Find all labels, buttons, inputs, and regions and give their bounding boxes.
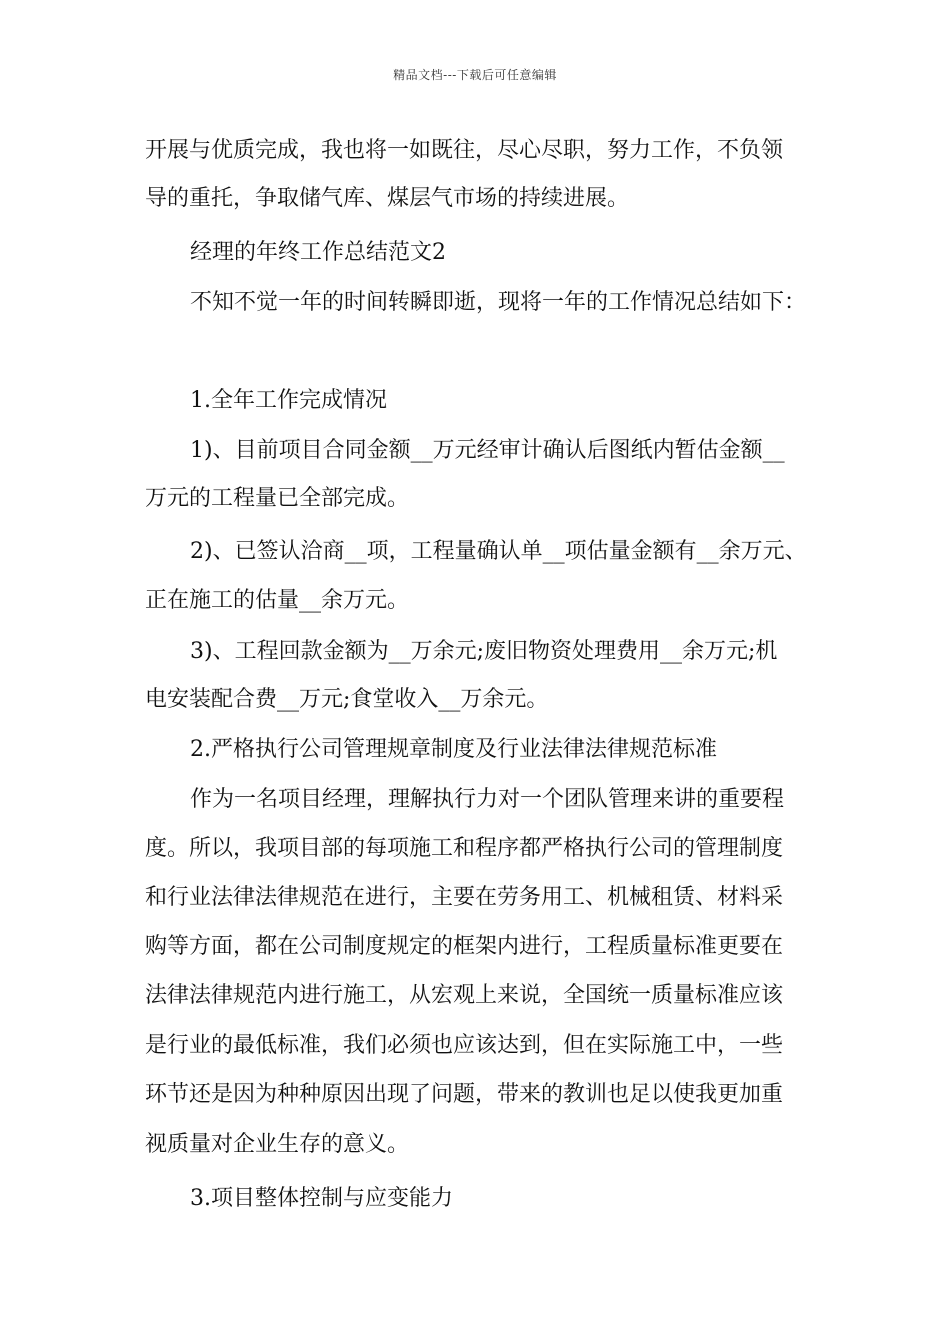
- text-line: 是行业的最低标准，我们必须也应该达到，但在实际施工中，一些: [145, 1033, 784, 1058]
- text-line: 和行业法律法律规范在进行，主要在劳务用工、机械租赁、材料采: [145, 885, 784, 910]
- section-title: 经理的年终工作总结范文2: [190, 240, 446, 265]
- text-line: 2)、已签认洽商__项，工程量确认单__项估量金额有__余万元、: [190, 539, 807, 564]
- subheading: 3.项目整体控制与应变能力: [190, 1186, 453, 1211]
- text-line: 导的重托，争取储气库、煤层气市场的持续进展。: [145, 186, 630, 211]
- subheading: 2.严格执行公司管理规章制度及行业法律法律规范标准: [190, 737, 717, 762]
- text-line: 开展与优质完成，我也将一如既往，尽心尽职，努力工作，不负领: [145, 138, 784, 163]
- text-line: 不知不觉一年的时间转瞬即逝，现将一年的工作情况总结如下：: [190, 290, 807, 315]
- text-line: 作为一名项目经理，理解执行力对一个团队管理来讲的重要程: [190, 787, 785, 812]
- page-header: 精品文档---下载后可任意编辑: [393, 68, 557, 82]
- text-line: 购等方面，都在公司制度规定的框架内进行，工程质量标准更要在: [145, 934, 784, 959]
- text-line: 视质量对企业生存的意义。: [145, 1132, 410, 1157]
- text-line: 万元的工程量已全部完成。: [145, 486, 410, 511]
- subheading: 1.全年工作完成情况: [190, 388, 387, 413]
- text-line: 度。所以，我项目部的每项施工和程序都严格执行公司的管理制度: [145, 836, 784, 861]
- text-line: 环节还是因为种种原因出现了问题，带来的教训也足以使我更加重: [145, 1082, 784, 1107]
- text-line: 3)、工程回款金额为__万余元;废旧物资处理费用__余万元;机: [190, 639, 778, 664]
- text-line: 1)、目前项目合同金额__万元经审计确认后图纸内暂估金额__: [190, 438, 785, 463]
- text-line: 法律法律规范内进行施工，从宏观上来说，全国统一质量标准应该: [145, 983, 784, 1008]
- text-line: 正在施工的估量__余万元。: [145, 588, 410, 613]
- text-line: 电安装配合费__万元;食堂收入__万余元。: [145, 687, 549, 712]
